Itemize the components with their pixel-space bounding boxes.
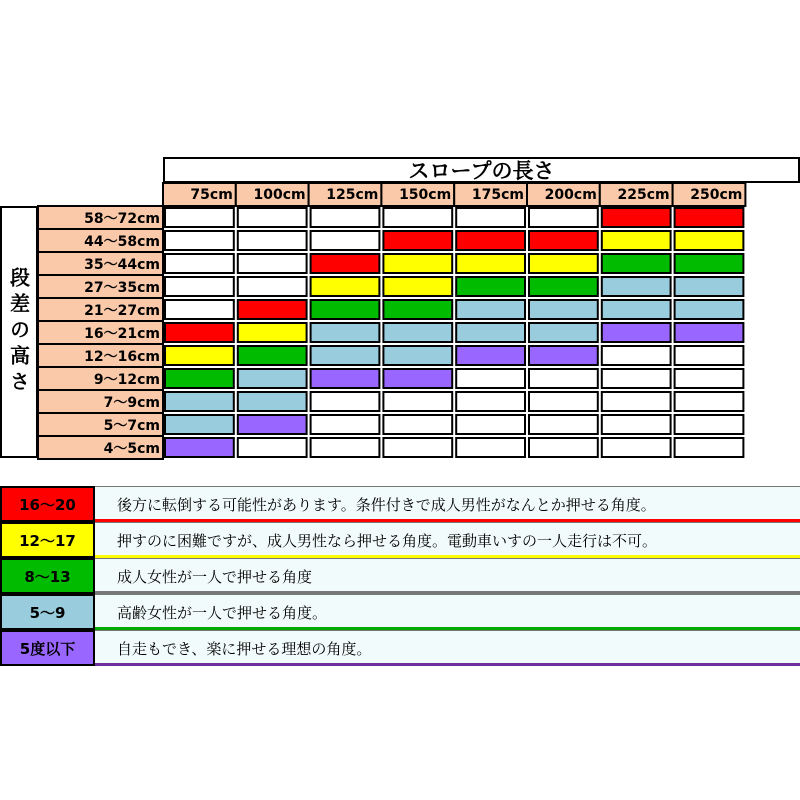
- grid-cell: [602, 323, 671, 342]
- grid-cell: [456, 254, 525, 273]
- grid-cell: [165, 300, 234, 319]
- grid-cell: [165, 438, 234, 457]
- row-header-label: 21～27cm: [84, 302, 160, 319]
- row-header-label: 4～5cm: [103, 440, 160, 457]
- grid-cell: [165, 415, 234, 434]
- row-header-label: 58～72cm: [84, 210, 160, 227]
- grid-cell: [311, 346, 380, 365]
- grid-cell: [311, 231, 380, 250]
- legend-description: 高齢女性が一人で押せる角度。: [95, 594, 800, 630]
- row-header-label: 12～16cm: [84, 348, 160, 365]
- grid-cell: [238, 323, 307, 342]
- grid-cell: [165, 346, 234, 365]
- grid-cell: [602, 254, 671, 273]
- grid-cell: [238, 300, 307, 319]
- grid-cell: [675, 254, 744, 273]
- grid-cell: [311, 438, 380, 457]
- grid-cell: [165, 369, 234, 388]
- grid-cell: [238, 254, 307, 273]
- grid-cell: [456, 300, 525, 319]
- grid-cell: [383, 438, 452, 457]
- grid-cell: [456, 208, 525, 227]
- column-header-label: 100cm: [253, 186, 306, 203]
- legend-swatch: 12～17: [0, 522, 95, 558]
- grid-cell: [383, 231, 452, 250]
- grid-cell: [675, 300, 744, 319]
- grid-cell: [456, 346, 525, 365]
- column-header-label: 200cm: [544, 186, 597, 203]
- grid-cell: [675, 231, 744, 250]
- column-header-label: 150cm: [399, 186, 452, 203]
- grid-cell: [602, 369, 671, 388]
- grid-cell: [311, 369, 380, 388]
- grid-cell: [311, 254, 380, 273]
- grid-cell: [529, 392, 598, 411]
- grid-cell: [238, 277, 307, 296]
- legend-swatch: 5～9: [0, 594, 95, 630]
- grid-cell: [311, 415, 380, 434]
- grid-cell: [602, 300, 671, 319]
- grid-cell: [602, 438, 671, 457]
- grid-cell: [165, 231, 234, 250]
- grid-cell: [456, 392, 525, 411]
- grid-cell: [456, 323, 525, 342]
- grid-cell: [383, 415, 452, 434]
- grid-cell: [529, 208, 598, 227]
- legend-description: 押すのに困難ですが、成人男性なら押せる角度。電動車いすの一人走行は不可。: [95, 522, 800, 558]
- grid-cell: [529, 415, 598, 434]
- grid-cell: [602, 277, 671, 296]
- grid-cell: [311, 392, 380, 411]
- grid-cell: [383, 277, 452, 296]
- row-header-label: 44～58cm: [84, 233, 160, 250]
- grid-cell: [529, 369, 598, 388]
- grid-cell: [383, 254, 452, 273]
- row-header-label: 35～44cm: [84, 256, 160, 273]
- grid-cell: [238, 231, 307, 250]
- grid-cell: [529, 231, 598, 250]
- grid-cell: [675, 346, 744, 365]
- grid-cell: [311, 277, 380, 296]
- legend-description: 自走もでき、楽に押せる理想の角度。: [95, 630, 800, 666]
- grid-cell: [165, 254, 234, 273]
- grid-cell: [311, 323, 380, 342]
- grid-cell: [602, 208, 671, 227]
- row-header-label: 5～7cm: [103, 417, 160, 434]
- chart-title: スロープの長さ: [163, 157, 800, 183]
- grid-cell: [602, 346, 671, 365]
- grid-cell: [383, 369, 452, 388]
- grid-cell: [238, 415, 307, 434]
- grid-cell: [165, 208, 234, 227]
- grid-cell: [675, 323, 744, 342]
- grid-cell: [456, 369, 525, 388]
- grid-cell: [602, 392, 671, 411]
- grid-cell: [529, 300, 598, 319]
- grid-cell: [383, 346, 452, 365]
- grid-cell: [311, 300, 380, 319]
- grid-cell: [165, 392, 234, 411]
- grid-cell: [602, 415, 671, 434]
- row-header-label: 27～35cm: [84, 279, 160, 296]
- grid-cell: [456, 277, 525, 296]
- legend-row: [0, 486, 800, 522]
- grid-cell: [311, 208, 380, 227]
- legend-swatch: 8～13: [0, 558, 95, 594]
- column-header-label: 250cm: [690, 186, 743, 203]
- legend-row: [0, 630, 800, 666]
- grid-cell: [675, 277, 744, 296]
- grid-cell: [602, 231, 671, 250]
- grid-cell: [238, 208, 307, 227]
- grid-cell: [383, 300, 452, 319]
- legend-row: [0, 594, 800, 630]
- column-header-label: 175cm: [471, 186, 524, 203]
- grid-cell: [529, 323, 598, 342]
- row-header-label: 9～12cm: [93, 371, 160, 388]
- legend-row: [0, 558, 800, 594]
- row-header-label: 7～9cm: [103, 394, 160, 411]
- grid-cell: [675, 438, 744, 457]
- grid-cell: [529, 277, 598, 296]
- column-header-label: 75cm: [190, 186, 233, 203]
- grid-cell: [456, 415, 525, 434]
- row-header-label: 16～21cm: [84, 325, 160, 342]
- legend-description: 後方に転倒する可能性があります。条件付きで成人男性がなんとか押せる角度。: [95, 486, 800, 522]
- grid-cell: [529, 346, 598, 365]
- grid-cell: [238, 369, 307, 388]
- legend-underline: [95, 663, 800, 666]
- grid-cell: [675, 369, 744, 388]
- grid-cell: [675, 208, 744, 227]
- grid-cell: [383, 208, 452, 227]
- grid-cell: [383, 392, 452, 411]
- grid-cell: [238, 392, 307, 411]
- grid-cell: [165, 323, 234, 342]
- legend-swatch: 16～20: [0, 486, 95, 522]
- grid-cell: [456, 438, 525, 457]
- column-header-label: 125cm: [326, 186, 379, 203]
- grid-cell: [456, 231, 525, 250]
- grid-cell: [675, 392, 744, 411]
- grid-cell: [675, 415, 744, 434]
- grid-cell: [529, 438, 598, 457]
- legend-row: [0, 522, 800, 558]
- grid-cell: [238, 438, 307, 457]
- legend-description: 成人女性が一人で押せる角度: [95, 558, 800, 594]
- column-header-label: 225cm: [617, 186, 670, 203]
- legend-swatch: 5度以下: [0, 630, 95, 666]
- y-axis-label: 段差の高さ: [0, 206, 38, 458]
- grid-cell: [529, 254, 598, 273]
- grid-cell: [165, 277, 234, 296]
- grid-cell: [238, 346, 307, 365]
- grid-cell: [383, 323, 452, 342]
